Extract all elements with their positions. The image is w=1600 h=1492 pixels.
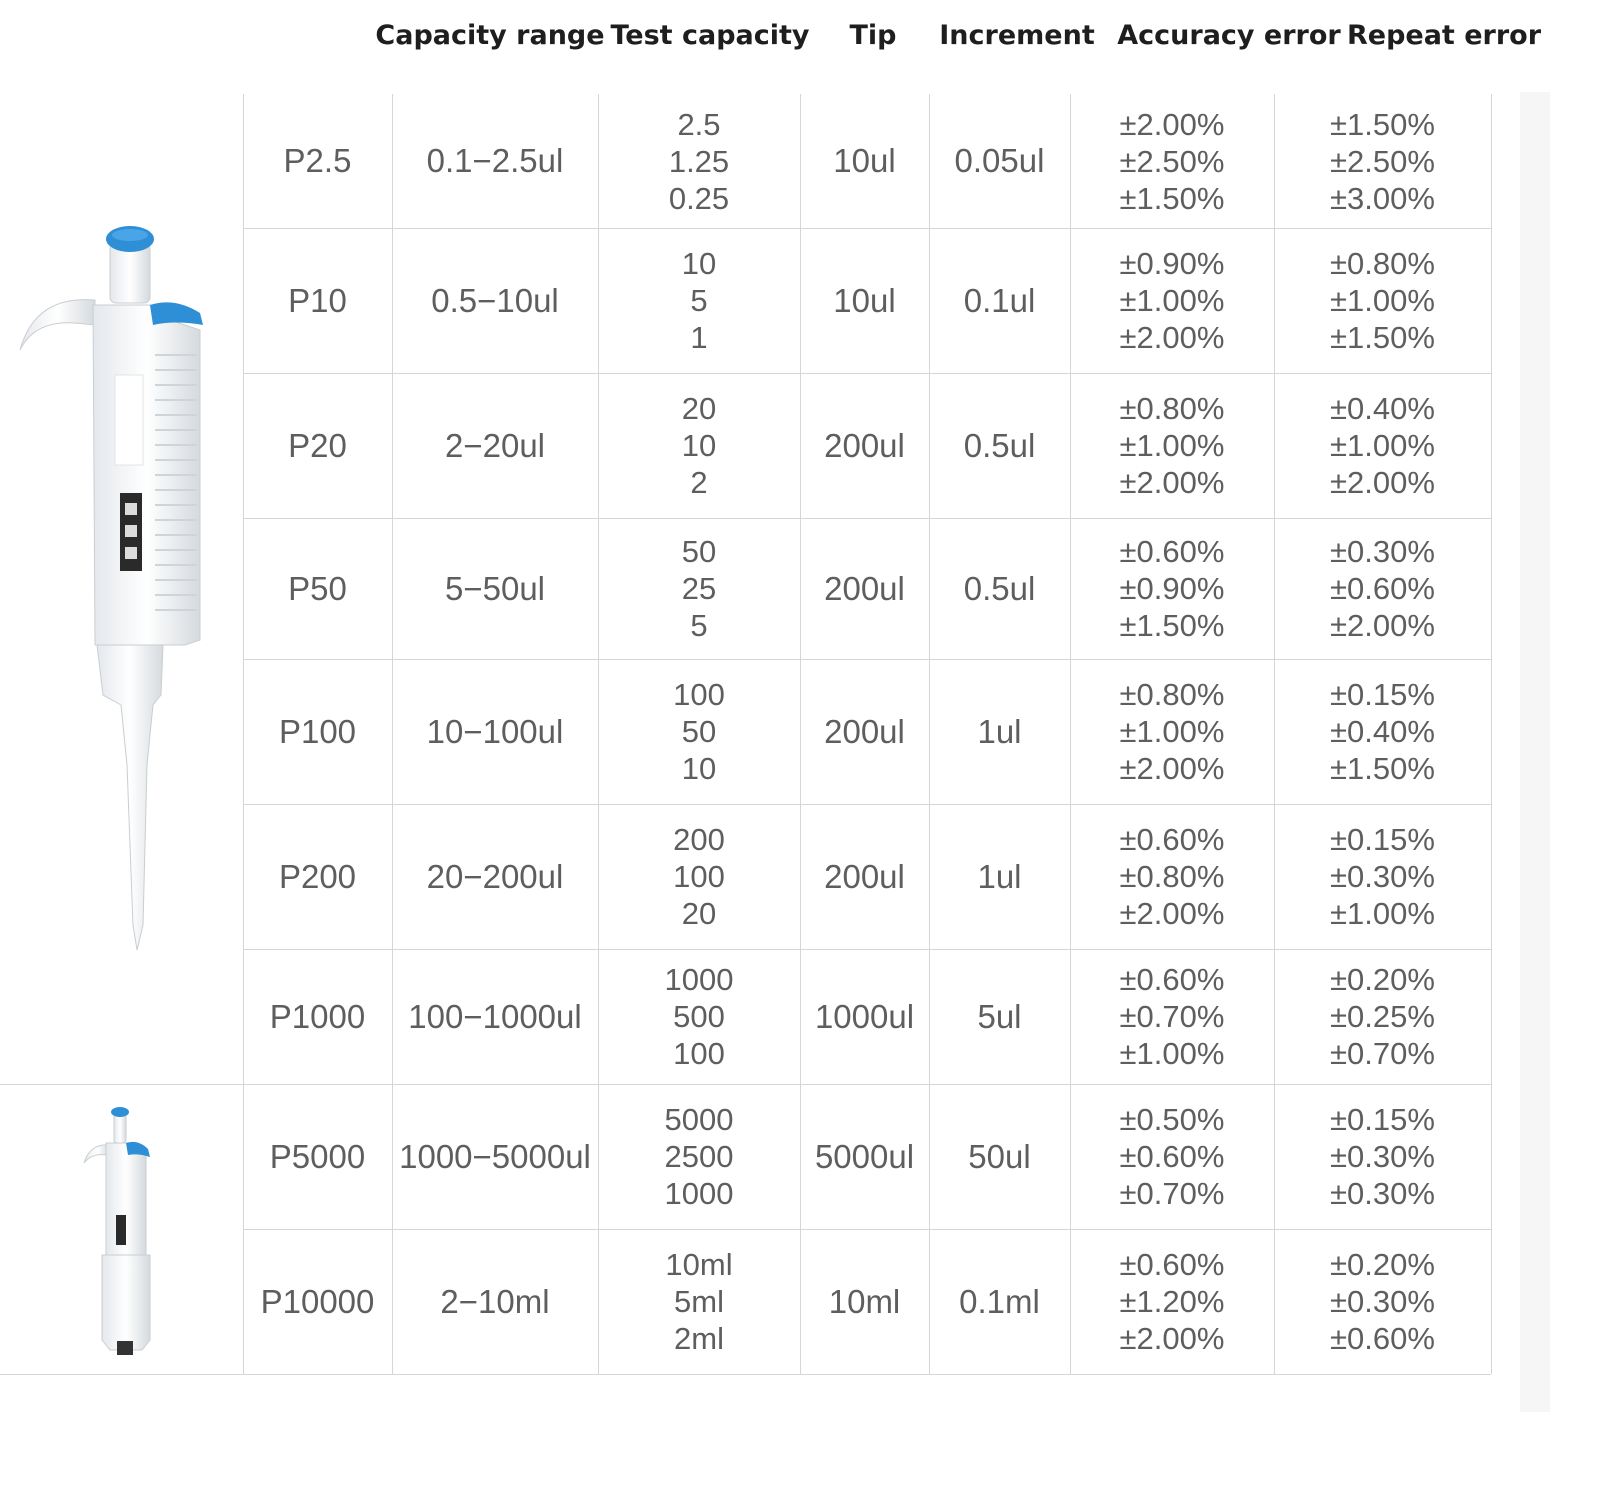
cell-line: ±1.00% xyxy=(1119,283,1225,318)
model-cell xyxy=(243,373,392,518)
table-vertical-rule xyxy=(1491,94,1492,1374)
cell-text: 0.5ul xyxy=(963,569,1036,607)
increment-cell xyxy=(929,518,1070,659)
capacity-range-cell xyxy=(392,518,598,659)
header-repeat-error: Repeat error xyxy=(1346,20,1542,51)
cell-text: 0.5ul xyxy=(963,426,1036,464)
cell-line: 5 xyxy=(690,283,708,318)
tip-cell xyxy=(800,518,929,659)
increment-cell xyxy=(929,228,1070,373)
cell-text: 100−1000ul xyxy=(408,997,582,1035)
cell-line: ±0.50% xyxy=(1119,1102,1225,1137)
capacity-range-cell xyxy=(392,949,598,1084)
cell-text: 5−50ul xyxy=(444,569,545,607)
cell-text: 0.5−10ul xyxy=(431,281,559,319)
accuracy-error-cell xyxy=(1070,94,1274,228)
cell-line: 20 xyxy=(681,391,717,426)
cell-line: 10ml xyxy=(665,1247,733,1282)
cell-text: P200 xyxy=(278,857,357,895)
cell-line: 2.5 xyxy=(677,106,721,142)
cell-text: P10000 xyxy=(260,1282,375,1320)
cell-line: 25 xyxy=(681,571,717,606)
cell-text: 5ul xyxy=(977,997,1022,1035)
cell-line: 5 xyxy=(690,608,708,643)
model-cell xyxy=(243,949,392,1084)
cell-line: ±1.00% xyxy=(1330,428,1435,463)
cell-line: 20 xyxy=(681,896,717,931)
model-cell xyxy=(243,228,392,373)
table-horizontal-rule xyxy=(0,1374,1491,1375)
cell-line: ±1.00% xyxy=(1330,896,1435,931)
cell-line: 100 xyxy=(673,677,725,712)
cell-line: 200 xyxy=(673,822,725,857)
cell-line: ±1.50% xyxy=(1119,180,1225,216)
cell-text: 5000ul xyxy=(814,1137,915,1175)
increment-cell xyxy=(929,659,1070,804)
test-capacity-cell xyxy=(598,949,800,1084)
accuracy-error-cell xyxy=(1070,1084,1274,1229)
cell-line: ±0.80% xyxy=(1119,859,1225,894)
cell-line: ±2.00% xyxy=(1119,751,1225,786)
header-test-capacity: Test capacity xyxy=(610,20,810,51)
cell-line: ±2.00% xyxy=(1119,465,1225,500)
cell-text: P5000 xyxy=(269,1137,366,1175)
tip-cell xyxy=(800,659,929,804)
cell-text: 200ul xyxy=(824,712,905,750)
cell-text: 50ul xyxy=(968,1137,1031,1175)
cell-line: ±0.70% xyxy=(1119,999,1225,1034)
cell-line: ±0.60% xyxy=(1330,1321,1435,1356)
cell-text: 200ul xyxy=(824,857,905,895)
test-capacity-cell xyxy=(598,659,800,804)
tip-cell xyxy=(800,804,929,949)
cell-line: ±0.90% xyxy=(1119,246,1225,281)
repeat-error-cell xyxy=(1274,94,1491,228)
cell-text: P10 xyxy=(288,281,347,319)
cell-line: ±0.70% xyxy=(1330,1036,1435,1071)
cell-line: ±0.70% xyxy=(1119,1176,1225,1211)
capacity-range-cell xyxy=(392,228,598,373)
cell-text: 10ul xyxy=(833,142,896,179)
test-capacity-cell xyxy=(598,373,800,518)
cell-line: ±1.50% xyxy=(1330,320,1435,355)
cell-line: ±0.30% xyxy=(1330,1284,1435,1319)
cell-line: ±2.00% xyxy=(1119,1321,1225,1356)
cell-line: ±1.50% xyxy=(1330,751,1435,786)
cell-line: ±0.80% xyxy=(1119,677,1225,712)
capacity-range-cell xyxy=(392,659,598,804)
increment-cell xyxy=(929,373,1070,518)
tip-cell xyxy=(800,1229,929,1374)
cell-line: ±1.50% xyxy=(1119,608,1225,643)
header-tip: Tip xyxy=(849,20,897,51)
cell-line: ±2.00% xyxy=(1330,608,1435,643)
tip-cell xyxy=(800,373,929,518)
increment-cell xyxy=(929,804,1070,949)
cell-text: 10ul xyxy=(833,281,896,319)
cell-text: 1ul xyxy=(977,712,1022,750)
cell-line: ±0.60% xyxy=(1119,1139,1225,1174)
accuracy-error-cell xyxy=(1070,1229,1274,1374)
test-capacity-cell xyxy=(598,1084,800,1229)
repeat-error-cell xyxy=(1274,949,1491,1084)
cell-line: 1.25 xyxy=(668,143,730,179)
model-cell xyxy=(243,1229,392,1374)
cell-text: P1000 xyxy=(269,997,366,1035)
test-capacity-cell xyxy=(598,94,800,228)
tip-cell xyxy=(800,1084,929,1229)
cell-line: ±0.40% xyxy=(1330,714,1435,749)
cell-line: 100 xyxy=(673,1036,725,1071)
accuracy-error-cell xyxy=(1070,949,1274,1084)
model-cell xyxy=(243,804,392,949)
cell-line: 1000 xyxy=(664,962,734,997)
header-accuracy-error: Accuracy error xyxy=(1117,20,1341,51)
cell-text: 1000−5000ul xyxy=(399,1137,591,1175)
capacity-range-cell xyxy=(392,1084,598,1229)
cell-line: 10 xyxy=(681,246,717,281)
accuracy-error-cell xyxy=(1070,518,1274,659)
cell-line: 2ml xyxy=(674,1321,724,1356)
cell-text: 2−10ml xyxy=(440,1282,550,1320)
cell-line: ±1.00% xyxy=(1330,283,1435,318)
cell-text: 1ul xyxy=(977,857,1022,895)
cell-line: 10 xyxy=(681,751,717,786)
repeat-error-cell xyxy=(1274,1084,1491,1229)
cell-line: 5000 xyxy=(664,1102,734,1137)
pipette-small-image xyxy=(80,1105,160,1355)
cell-line: ±0.60% xyxy=(1330,571,1435,606)
cell-line: ±2.50% xyxy=(1119,143,1225,179)
cell-text: 10−100ul xyxy=(426,712,564,750)
cell-line: ±0.30% xyxy=(1330,859,1435,894)
cell-text: 0.1−2.5ul xyxy=(426,142,564,179)
tip-cell xyxy=(800,228,929,373)
test-capacity-cell xyxy=(598,1229,800,1374)
cell-line: ±0.30% xyxy=(1330,534,1435,569)
capacity-range-cell xyxy=(392,804,598,949)
cell-text: P100 xyxy=(278,712,357,750)
model-cell xyxy=(243,659,392,804)
cell-line: ±1.50% xyxy=(1330,106,1435,142)
cell-line: ±0.30% xyxy=(1330,1176,1435,1211)
repeat-error-cell xyxy=(1274,1229,1491,1374)
header-increment: Increment xyxy=(939,20,1095,51)
cell-line: 100 xyxy=(673,859,725,894)
cell-line: ±2.00% xyxy=(1119,896,1225,931)
model-cell xyxy=(243,518,392,659)
cell-line: ±0.15% xyxy=(1330,1102,1435,1137)
repeat-error-cell xyxy=(1274,518,1491,659)
test-capacity-cell xyxy=(598,228,800,373)
header-capacity-range: Capacity range xyxy=(375,20,605,51)
cell-text: 0.05ul xyxy=(954,142,1045,179)
repeat-error-cell xyxy=(1274,804,1491,949)
cell-line: 10 xyxy=(681,428,717,463)
capacity-range-cell xyxy=(392,94,598,228)
cell-line: ±0.15% xyxy=(1330,822,1435,857)
tip-cell xyxy=(800,94,929,228)
cell-line: ±1.00% xyxy=(1119,428,1225,463)
cell-line: 1 xyxy=(690,320,708,355)
cell-line: ±0.40% xyxy=(1330,391,1435,426)
cell-line: ±0.80% xyxy=(1330,246,1435,281)
cell-line: ±0.60% xyxy=(1119,534,1225,569)
cell-line: ±0.15% xyxy=(1330,677,1435,712)
cell-line: ±2.50% xyxy=(1330,143,1435,179)
cell-line: ±2.00% xyxy=(1119,106,1225,142)
tip-cell xyxy=(800,949,929,1084)
cell-text: 20−200ul xyxy=(426,857,564,895)
increment-cell xyxy=(929,949,1070,1084)
cell-line: ±1.20% xyxy=(1119,1284,1225,1319)
accuracy-error-cell xyxy=(1070,228,1274,373)
repeat-error-cell xyxy=(1274,373,1491,518)
cell-text: 200ul xyxy=(824,426,905,464)
test-capacity-cell xyxy=(598,804,800,949)
capacity-range-cell xyxy=(392,373,598,518)
cell-line: ±0.90% xyxy=(1119,571,1225,606)
test-capacity-cell xyxy=(598,518,800,659)
cell-line: ±0.20% xyxy=(1330,1247,1435,1282)
cell-line: 1000 xyxy=(664,1176,734,1211)
accuracy-error-cell xyxy=(1070,659,1274,804)
cell-line: 0.25 xyxy=(668,180,730,216)
cell-text: 0.1ul xyxy=(963,281,1036,319)
cell-line: ±2.00% xyxy=(1330,465,1435,500)
model-cell xyxy=(243,94,392,228)
model-cell xyxy=(243,1084,392,1229)
increment-cell xyxy=(929,1084,1070,1229)
cell-line: 2500 xyxy=(664,1139,734,1174)
cell-line: 50 xyxy=(681,534,717,569)
cell-line: ±1.00% xyxy=(1119,1036,1225,1071)
pipette-large-image xyxy=(15,225,230,975)
cell-line: ±0.60% xyxy=(1119,822,1225,857)
repeat-error-cell xyxy=(1274,228,1491,373)
cell-text: P2.5 xyxy=(283,142,352,179)
cell-text: 2−20ul xyxy=(444,426,545,464)
cell-line: ±0.30% xyxy=(1330,1139,1435,1174)
cell-text: 200ul xyxy=(824,569,905,607)
cell-line: ±0.60% xyxy=(1119,1247,1225,1282)
cell-line: 5ml xyxy=(674,1284,724,1319)
cell-line: ±1.00% xyxy=(1119,714,1225,749)
accuracy-error-cell xyxy=(1070,804,1274,949)
cell-text: 1000ul xyxy=(814,997,915,1035)
capacity-range-cell xyxy=(392,1229,598,1374)
cell-text: 0.1ml xyxy=(959,1282,1040,1320)
repeat-error-cell xyxy=(1274,659,1491,804)
cell-line: ±2.00% xyxy=(1119,320,1225,355)
cell-line: 50 xyxy=(681,714,717,749)
cell-line: ±0.80% xyxy=(1119,391,1225,426)
cell-text: 10ml xyxy=(828,1282,901,1320)
increment-cell xyxy=(929,94,1070,228)
cell-line: ±0.25% xyxy=(1330,999,1435,1034)
accuracy-error-cell xyxy=(1070,373,1274,518)
cell-text: P50 xyxy=(288,569,347,607)
cell-line: ±0.60% xyxy=(1119,962,1225,997)
cell-line: ±0.20% xyxy=(1330,962,1435,997)
cell-line: 2 xyxy=(690,465,708,500)
increment-cell xyxy=(929,1229,1070,1374)
cell-line: 500 xyxy=(673,999,725,1034)
cell-text: P20 xyxy=(288,426,347,464)
cell-line: ±3.00% xyxy=(1330,180,1435,216)
